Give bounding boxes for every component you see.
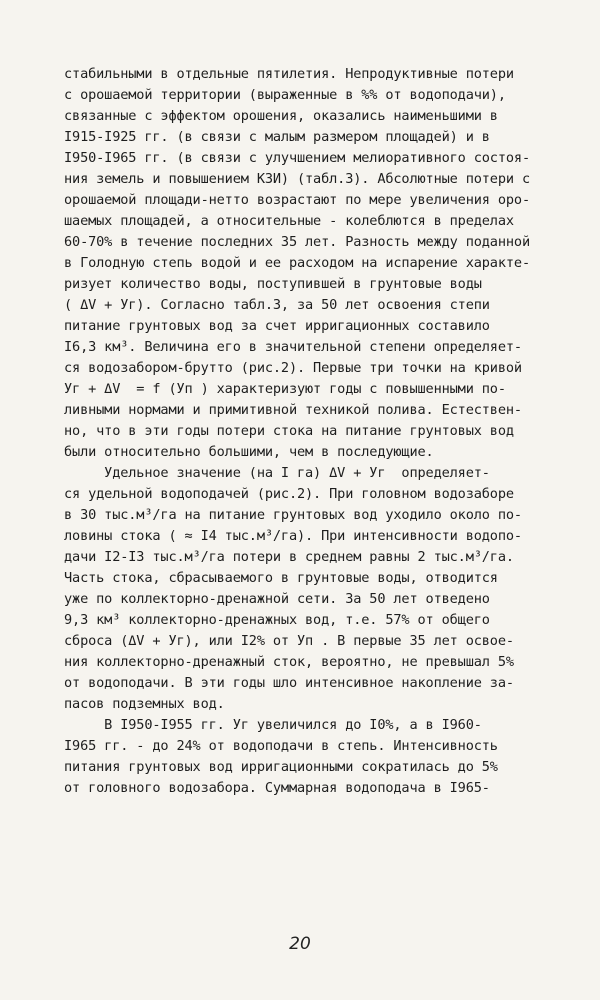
text-line: I915-I925 гг. (в связи с малым размером площадей) и в (64, 129, 490, 145)
text-line: 9,3 км³ коллекторно-дренажных вод, т.е. 57% от общего (64, 612, 490, 628)
text-line: стабильными в отдельные пятилетия. Непродуктивные потери (64, 66, 514, 82)
text-line: Часть стока, сбрасываемого в грунтовые воды, отводится (64, 570, 498, 586)
text-line: связанные с эффектом орошения, оказались наименьшими в (64, 108, 498, 124)
text-line: пасов подземных вод. (64, 696, 225, 712)
text-line: но, что в эти годы потери стока на питание грунтовых вод (64, 423, 514, 439)
text-line: уже по коллекторно-дренажной сети. За 50 лет отведено (64, 591, 490, 607)
text-line: в 30 тыс.м³/га на питание грунтовых вод уходило около по- (64, 507, 522, 523)
text-line: Уг + ΔV = f (Уп ) характеризуют годы с повышенными по- (64, 381, 506, 397)
text-line: с орошаемой территории (выраженные в %% от водоподачи), (64, 87, 506, 103)
text-line: орошаемой площади-нетто возрастают по мере увеличения оро- (64, 192, 530, 208)
text-line: ния коллекторно-дренажный сток, вероятно, не превышал 5% (64, 654, 514, 670)
text-line: ся водозабором-брутто (рис.2). Первые три точки на кривой (64, 360, 522, 376)
text-line: I950-I965 гг. (в связи с улучшением мелиоративного состоя- (64, 150, 530, 166)
text-line: 60-70% в течение последних 35 лет. Разность между поданной (64, 234, 530, 250)
page-number: 20 (289, 934, 311, 954)
text-line: I6,3 км³. Величина его в значительной степени определяет- (64, 339, 522, 355)
text-line: ловины стока ( ≈ I4 тыс.м³/га). При интенсивности водопо- (64, 528, 522, 544)
text-line: В I950-I955 гг. Уг увеличился до I0%, а в I960- (64, 717, 482, 733)
text-line: шаемых площадей, а относительные - колеблются в пределах (64, 213, 514, 229)
text-line: I965 гг. - до 24% от водоподачи в степь. Интенсивность (64, 738, 498, 754)
text-line: питания грунтовых вод ирригационными сократилась до 5% (64, 759, 498, 775)
text-line: ния земель и повышением КЗИ) (табл.3). Абсолютные потери с (64, 171, 530, 187)
text-line: дачи I2-I3 тыс.м³/га потери в среднем равны 2 тыс.м³/га. (64, 549, 514, 565)
text-line: от головного водозабора. Суммарная водоподача в I965- (64, 780, 490, 796)
text-line: были относительно большими, чем в последующие. (64, 444, 434, 460)
text-line: в Голодную степь водой и ее расходом на испарение характе- (64, 255, 530, 271)
text-line: ( ΔV + Уг). Согласно табл.3, за 50 лет освоения степи (64, 297, 490, 313)
text-line: Удельное значение (на I га) ΔV + Уг определяет- (64, 465, 490, 481)
text-line: ризует количество воды, поступившей в грунтовые воды (64, 276, 482, 292)
text-line: от водоподачи. В эти годы шло интенсивное накопление за- (64, 675, 514, 691)
text-line: ливными нормами и примитивной техникой полива. Естествен- (64, 402, 522, 418)
text-line: питание грунтовых вод за счет ирригационных составило (64, 318, 490, 334)
text-line: сброса (ΔV + Уг), или I2% от Уп . В первые 35 лет освое- (64, 633, 514, 649)
text-line: ся удельной водоподачей (рис.2). При головном водозаборе (64, 486, 514, 502)
